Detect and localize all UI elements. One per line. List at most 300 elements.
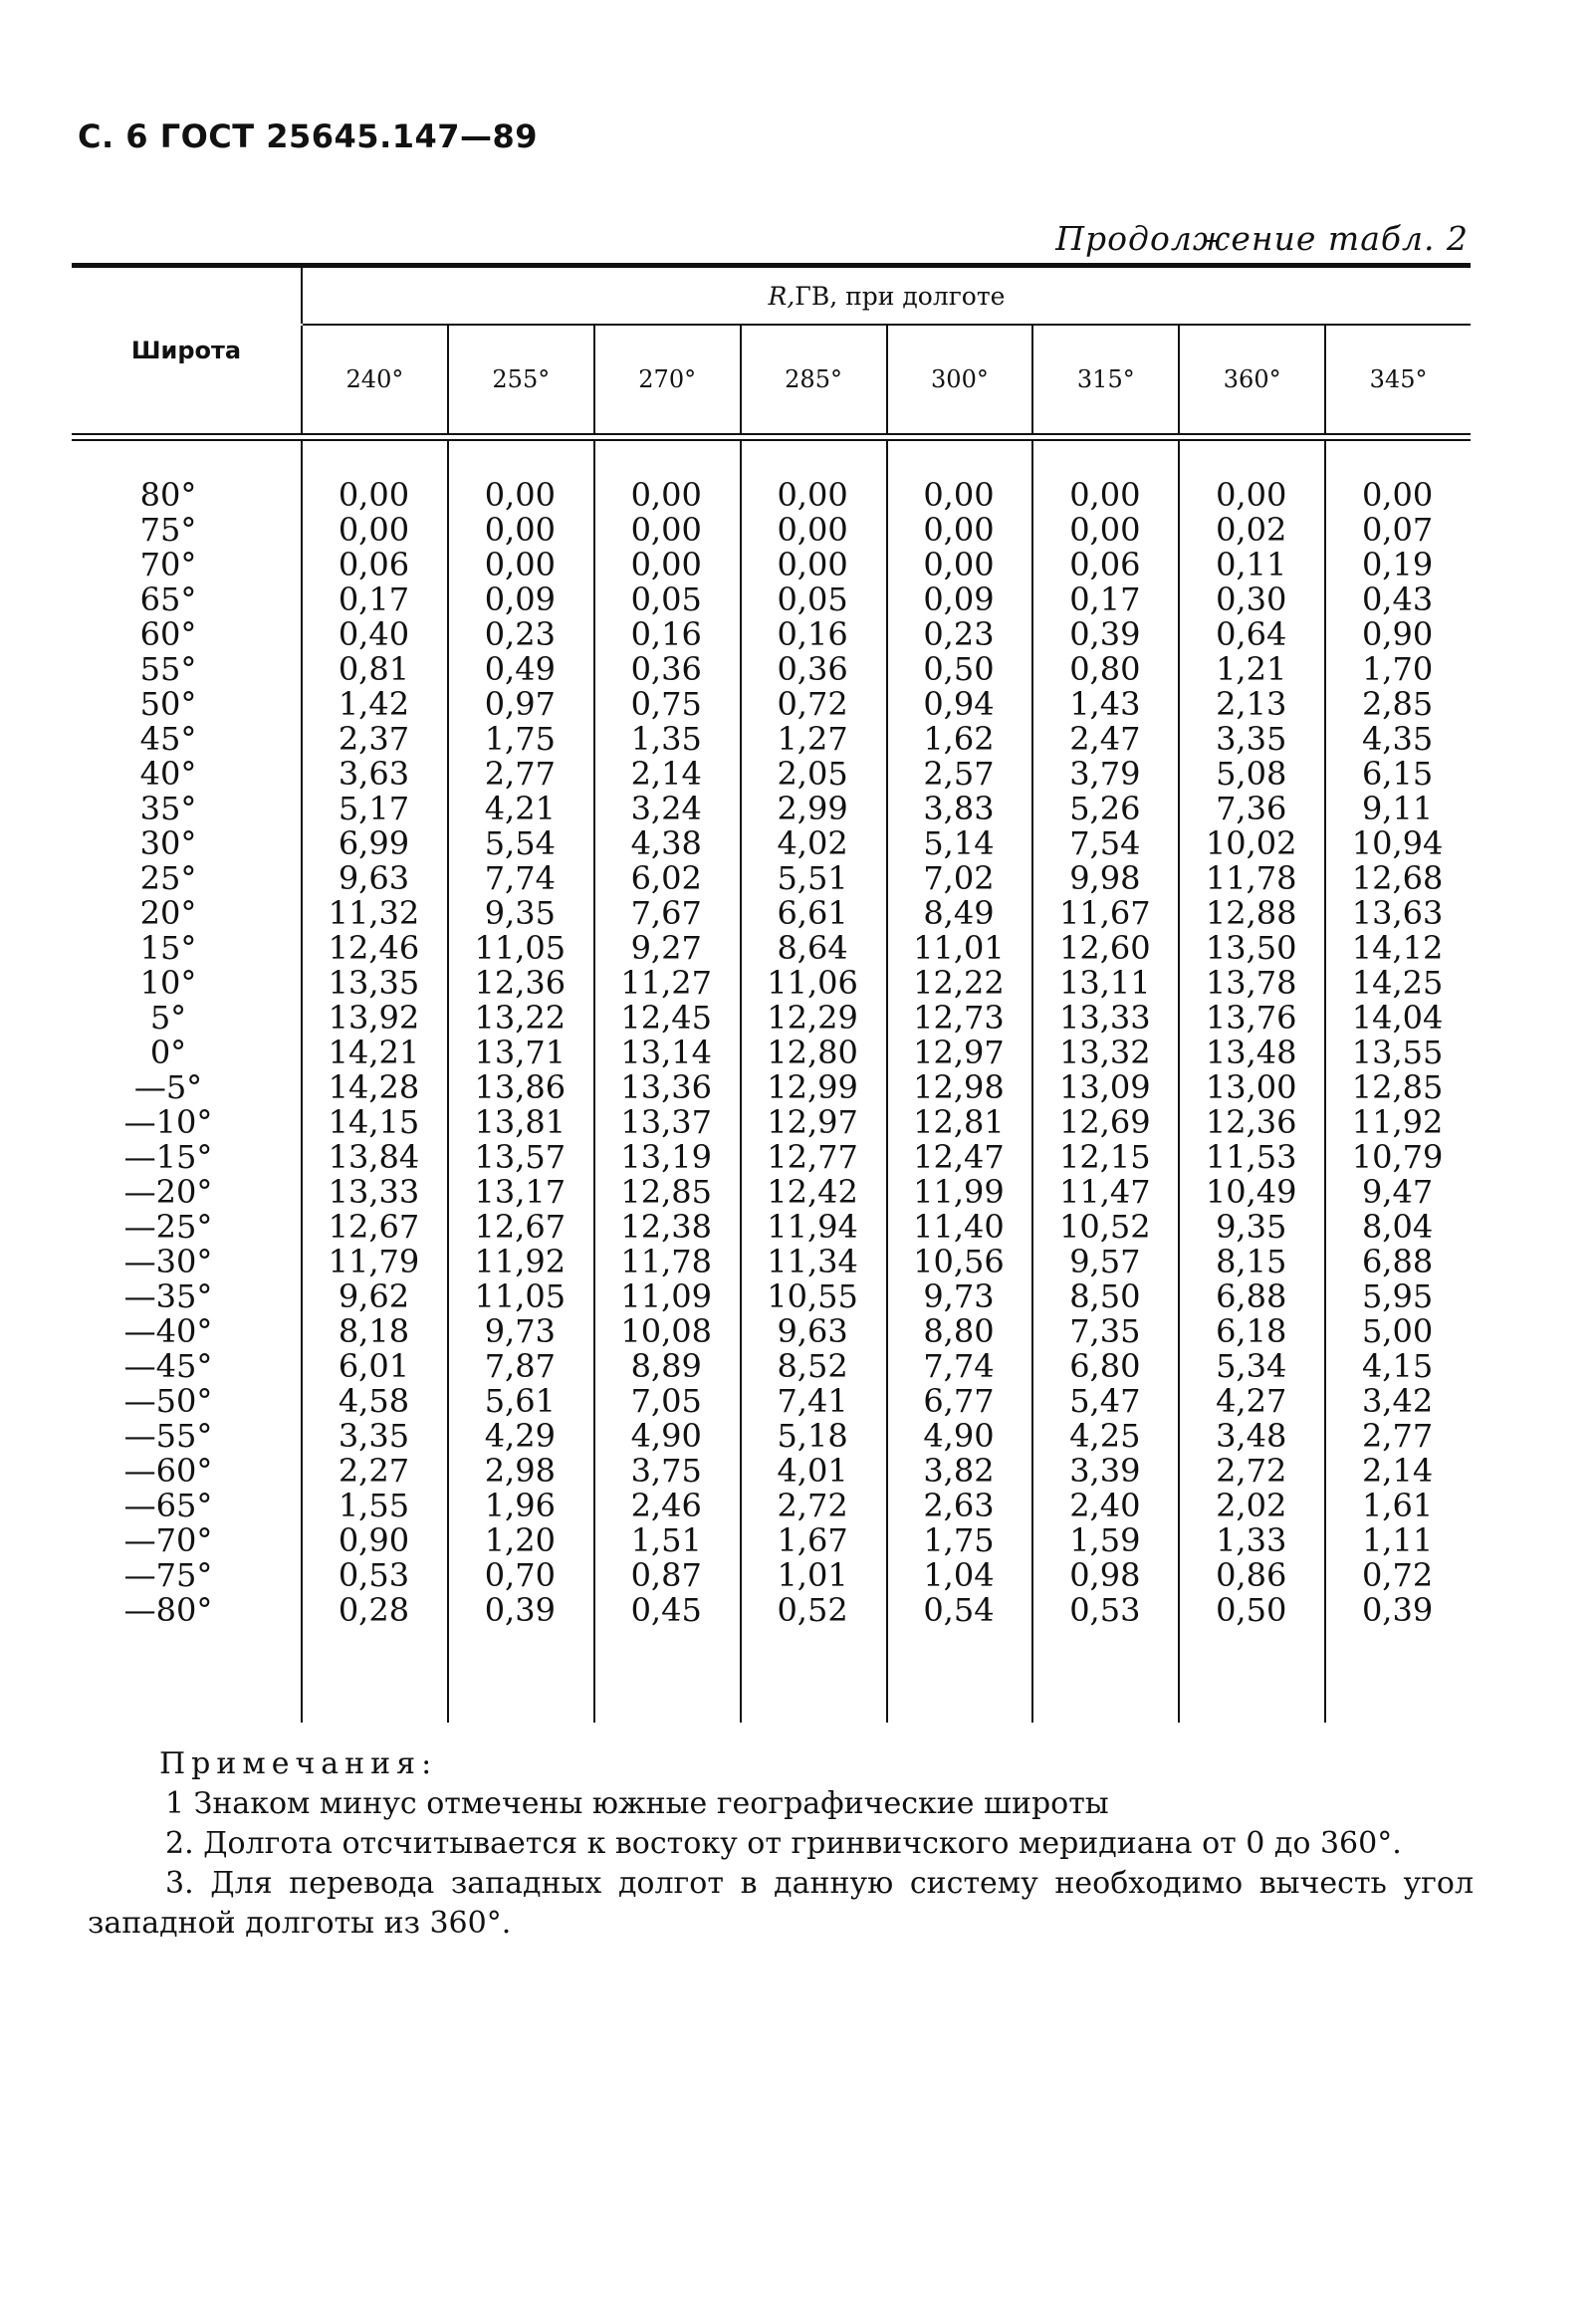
rigidity-value-cell: 7,36 (1216, 789, 1287, 827)
value-cells (301, 1138, 1471, 1176)
rigidity-value-cell: 0,39 (1361, 1590, 1434, 1629)
rigidity-value-cell: 10,49 (1205, 1172, 1297, 1211)
latitude-cell: 10° (139, 963, 197, 1002)
rigidity-value-cell: 0,00 (630, 475, 702, 514)
rigidity-value-cell: 10,94 (1351, 823, 1444, 862)
rigidity-value-cell: 13,55 (1351, 1033, 1444, 1071)
table-row (72, 895, 1471, 930)
rigidity-value-cell: 0,49 (484, 649, 556, 688)
rigidity-value-cell: 4,25 (1069, 1416, 1141, 1455)
rigidity-value-cell: 11,78 (1205, 858, 1297, 897)
rigidity-value-cell: 7,74 (923, 1346, 995, 1385)
rigidity-value-cell: 5,18 (777, 1416, 848, 1455)
rigidity-value-cell: 8,50 (1069, 1276, 1141, 1315)
rigidity-value-cell: 0,50 (923, 649, 995, 688)
rigidity-value-cell: 0,00 (923, 475, 995, 514)
note-1: 1 Знаком минус отмечены южные географические широты (165, 1786, 1109, 1821)
table-row (72, 1035, 1471, 1069)
rigidity-value-cell: 6,18 (1216, 1311, 1287, 1350)
table-row (72, 616, 1471, 651)
rigidity-value-cell: 0,64 (1216, 614, 1287, 653)
rigidity-value-cell: 7,02 (923, 858, 995, 897)
rigidity-value-cell: 5,08 (1216, 754, 1287, 793)
data-table (72, 263, 1471, 1723)
rigidity-value-cell: 10,55 (767, 1276, 858, 1315)
rigidity-value-cell: 8,04 (1361, 1207, 1434, 1246)
rigidity-value-cell: 3,42 (1361, 1381, 1434, 1420)
rigidity-value-cell: 12,73 (913, 998, 1005, 1037)
rigidity-value-cell: 0,00 (484, 545, 556, 583)
rigidity-value-cell: 0,05 (777, 579, 848, 618)
rigidity-value-cell: 11,40 (913, 1207, 1005, 1246)
rigidity-value-cell: 4,29 (484, 1416, 556, 1455)
rigidity-value-cell: 12,85 (1351, 1067, 1444, 1106)
rigidity-value-cell: 10,08 (620, 1311, 712, 1350)
rigidity-value-cell: 0,00 (338, 510, 410, 549)
rigidity-value-cell: 2,05 (777, 754, 848, 793)
value-cells (301, 1452, 1471, 1490)
rigidity-value-cell: 1,11 (1361, 1520, 1434, 1559)
longitude-header: 300° (886, 326, 1032, 433)
value-cells (301, 1068, 1471, 1106)
rigidity-value-cell: 8,15 (1216, 1242, 1287, 1280)
rigidity-value-cell: 11,32 (328, 893, 420, 932)
rigidity-value-cell: 0,23 (923, 614, 995, 653)
latitude-cell: 40° (139, 754, 197, 793)
latitude-cell: —10° (123, 1102, 213, 1141)
notes-section (88, 1744, 1474, 1944)
latitude-cell: —25° (123, 1207, 213, 1246)
rigidity-value-cell: 0,53 (1069, 1590, 1141, 1629)
page-header: С. 6 ГОСТ 25645.147—89 (78, 117, 539, 155)
rigidity-value-cell: 1,51 (630, 1520, 702, 1559)
rigidity-value-cell: 5,54 (484, 823, 556, 862)
rigidity-value-cell: 2,99 (777, 789, 848, 827)
rigidity-value-cell: 13,19 (620, 1137, 712, 1176)
rigidity-value-cell: 1,59 (1069, 1520, 1141, 1559)
latitude-cell: —30° (123, 1242, 213, 1280)
rigidity-value-cell: 6,02 (630, 858, 702, 897)
note-2: 2. Долгота отсчитывается к востоку от гринвичского меридиана от 0 до 360°. (165, 1826, 1402, 1861)
rigidity-value-cell: 9,57 (1069, 1242, 1141, 1280)
longitude-header: 270° (593, 326, 740, 433)
rigidity-value-cell: 0,00 (484, 475, 556, 514)
table-row (72, 686, 1471, 721)
rigidity-value-cell: 0,36 (777, 649, 848, 688)
rigidity-value-cell: 11,34 (767, 1242, 858, 1280)
value-cells (301, 1208, 1471, 1246)
rigidity-value-cell: 11,67 (1059, 893, 1151, 932)
latitude-cell: 75° (139, 510, 197, 549)
latitude-cell: 25° (139, 858, 197, 897)
rigidity-value-cell: 0,70 (484, 1555, 556, 1594)
rigidity-value-cell: 0,28 (338, 1590, 410, 1629)
latitude-cell: —60° (123, 1451, 213, 1490)
value-cells (301, 1417, 1471, 1455)
rigidity-value-cell: 4,58 (338, 1381, 410, 1420)
rigidity-value-cell: 11,92 (1351, 1102, 1444, 1141)
rigidity-value-cell: 6,15 (1361, 754, 1434, 793)
rigidity-value-cell: 5,17 (338, 789, 410, 827)
latitude-cell: —35° (123, 1276, 213, 1315)
rigidity-value-cell: 3,24 (630, 789, 702, 827)
rigidity-value-cell: 2,46 (630, 1486, 702, 1524)
header-double-rule (72, 433, 1471, 441)
rigidity-value-cell: 2,72 (777, 1486, 848, 1524)
rigidity-value-cell: 11,27 (620, 963, 712, 1002)
rigidity-value-cell: 9,73 (923, 1276, 995, 1315)
rigidity-value-cell: 2,57 (923, 754, 995, 793)
table-continuation-label: Продолжение табл. 2 (1055, 219, 1469, 258)
rigidity-value-cell: 3,39 (1069, 1451, 1141, 1490)
rigidity-value-cell: 3,75 (630, 1451, 702, 1490)
rigidity-value-cell: 4,27 (1216, 1381, 1287, 1420)
latitude-cell: 70° (139, 545, 197, 583)
rigidity-value-cell: 13,81 (474, 1102, 567, 1141)
rigidity-value-cell: 10,56 (913, 1242, 1005, 1280)
rigidity-value-cell: 13,37 (620, 1102, 712, 1141)
value-cells (301, 1591, 1471, 1629)
rigidity-value-cell: 0,98 (1069, 1555, 1141, 1594)
rigidity-value-cell: 5,34 (1216, 1346, 1287, 1385)
rigidity-value-cell: 8,52 (777, 1346, 848, 1385)
rigidity-value-cell: 1,75 (484, 719, 556, 758)
rigidity-value-cell: 1,75 (923, 1520, 995, 1559)
latitude-cell: 30° (139, 823, 197, 862)
value-cells (301, 650, 1471, 688)
rigidity-value-cell: 4,15 (1361, 1346, 1434, 1385)
rigidity-value-cell: 4,90 (630, 1416, 702, 1455)
rigidity-value-cell: 11,92 (474, 1242, 567, 1280)
rigidity-value-cell: 13,32 (1059, 1033, 1151, 1071)
rigidity-value-cell: 1,43 (1069, 684, 1141, 723)
rigidity-value-cell: 2,47 (1069, 719, 1141, 758)
latitude-cell: —50° (123, 1381, 213, 1420)
rigidity-value-cell: 0,06 (338, 545, 410, 583)
rigidity-value-cell: 9,62 (338, 1276, 410, 1315)
rigidity-value-cell: 4,35 (1361, 719, 1434, 758)
latitude-cell: 20° (139, 893, 197, 932)
rigidity-value-cell: 1,20 (484, 1520, 556, 1559)
rigidity-value-cell: 9,73 (484, 1311, 556, 1350)
rigidity-value-cell: 7,54 (1069, 823, 1141, 862)
rigidity-value-cell: 3,82 (923, 1451, 995, 1490)
rigidity-value-cell: 1,33 (1216, 1520, 1287, 1559)
rigidity-value-cell: 12,88 (1205, 893, 1297, 932)
longitude-headers (301, 326, 1471, 433)
rigidity-value-cell: 13,78 (1205, 963, 1297, 1002)
rigidity-value-cell: 12,80 (767, 1033, 858, 1071)
rigidity-value-cell: 0,94 (923, 684, 995, 723)
rigidity-header-text: ГВ, при долготе (795, 281, 1006, 311)
rigidity-value-cell: 0,90 (1361, 614, 1434, 653)
rigidity-value-cell: 12,69 (1059, 1102, 1151, 1141)
rigidity-value-cell: 14,04 (1351, 998, 1444, 1037)
rigidity-value-cell: 14,21 (328, 1033, 420, 1071)
rigidity-value-cell: 6,88 (1216, 1276, 1287, 1315)
rigidity-value-cell: 0,81 (338, 649, 410, 688)
value-cells (301, 1312, 1471, 1350)
table-row (72, 1488, 1471, 1522)
latitude-cell: 60° (139, 614, 197, 653)
rigidity-value-cell: 6,80 (1069, 1346, 1141, 1385)
table-row (72, 512, 1471, 547)
table-header (72, 268, 1471, 433)
rigidity-value-cell: 0,02 (1216, 510, 1287, 549)
rigidity-value-cell: 12,99 (767, 1067, 858, 1106)
rigidity-group-header (301, 268, 1471, 324)
value-cells (301, 1243, 1471, 1280)
rigidity-value-cell: 0,75 (630, 684, 702, 723)
rigidity-value-cell: 1,04 (923, 1555, 995, 1594)
rigidity-value-cell: 9,98 (1069, 858, 1141, 897)
rigidity-value-cell: 5,47 (1069, 1381, 1141, 1420)
table-row (72, 1069, 1471, 1104)
latitude-cell: —75° (123, 1555, 213, 1594)
rigidity-value-cell: 0,00 (1069, 510, 1141, 549)
rigidity-value-cell: 14,25 (1351, 963, 1444, 1002)
latitude-header: Широта (130, 337, 242, 364)
rigidity-value-cell: 10,52 (1059, 1207, 1151, 1246)
rigidity-value-cell: 13,71 (474, 1033, 567, 1071)
latitude-cell: 45° (139, 719, 197, 758)
rigidity-value-cell: 9,35 (484, 893, 556, 932)
rigidity-value-cell: 8,80 (923, 1311, 995, 1350)
value-cells (301, 1034, 1471, 1071)
latitude-cell: —5° (133, 1067, 203, 1106)
rigidity-value-cell: 0,30 (1216, 579, 1287, 618)
value-cells (301, 1173, 1471, 1211)
rigidity-value-cell: 3,35 (1216, 719, 1287, 758)
rigidity-value-cell: 3,35 (338, 1416, 410, 1455)
rigidity-value-cell: 0,97 (484, 684, 556, 723)
rigidity-value-cell: 1,42 (338, 684, 410, 723)
rigidity-value-cell: 0,00 (1216, 475, 1287, 514)
rigidity-value-cell: 0,16 (630, 614, 702, 653)
rigidity-value-cell: 11,01 (913, 928, 1005, 967)
rigidity-value-cell: 14,15 (328, 1102, 420, 1141)
rigidity-value-cell: 0,40 (338, 614, 410, 653)
rigidity-value-cell: 13,35 (328, 963, 420, 1002)
rigidity-value-cell: 7,87 (484, 1346, 556, 1385)
rigidity-value-cell: 13,17 (474, 1172, 567, 1211)
rigidity-value-cell: 7,74 (484, 858, 556, 897)
rigidity-value-cell: 9,63 (338, 858, 410, 897)
rigidity-value-cell: 0,00 (484, 510, 556, 549)
rigidity-value-cell: 0,53 (338, 1555, 410, 1594)
table-row (72, 1453, 1471, 1488)
rigidity-value-cell: 10,02 (1205, 823, 1297, 862)
latitude-cell: —45° (123, 1346, 213, 1385)
rigidity-value-cell: 10,79 (1351, 1137, 1444, 1176)
table-row (72, 547, 1471, 581)
rigidity-value-cell: 1,35 (630, 719, 702, 758)
rigidity-value-cell: 4,38 (630, 823, 702, 862)
latitude-cell: 55° (139, 649, 197, 688)
rigidity-value-cell: 13,84 (328, 1137, 420, 1176)
rigidity-value-cell: 2,98 (484, 1451, 556, 1490)
rigidity-value-cell: 0,00 (777, 510, 848, 549)
rigidity-value-cell: 5,61 (484, 1381, 556, 1420)
rigidity-value-cell: 3,83 (923, 789, 995, 827)
rigidity-value-cell: 12,77 (767, 1137, 858, 1176)
longitude-header: 240° (301, 326, 447, 433)
table-row (72, 651, 1471, 686)
latitude-cell: —20° (123, 1172, 213, 1211)
rigidity-value-cell: 12,60 (1059, 928, 1151, 967)
rigidity-value-cell: 12,15 (1059, 1137, 1151, 1176)
rigidity-value-cell: 0,05 (630, 579, 702, 618)
latitude-cell: 5° (149, 998, 187, 1037)
rigidity-value-cell: 0,23 (484, 614, 556, 653)
rigidity-value-cell: 11,78 (620, 1242, 712, 1280)
rigidity-value-cell: 5,26 (1069, 789, 1141, 827)
rigidity-value-cell: 13,14 (620, 1033, 712, 1071)
rigidity-value-cell: 0,90 (338, 1520, 410, 1559)
value-cells (301, 511, 1471, 549)
rigidity-value-cell: 13,76 (1205, 998, 1297, 1037)
rigidity-value-cell: 13,57 (474, 1137, 567, 1176)
rigidity-value-cell: 0,00 (630, 510, 702, 549)
value-cells (301, 1277, 1471, 1315)
rigidity-value-cell: 0,17 (338, 579, 410, 618)
rigidity-value-cell: 1,21 (1216, 649, 1287, 688)
table-row (72, 1522, 1471, 1557)
rigidity-value-cell: 12,97 (767, 1102, 858, 1141)
rigidity-value-cell: 12,36 (1205, 1102, 1297, 1141)
rigidity-value-cell: 5,14 (923, 823, 995, 862)
rigidity-value-cell: 12,22 (913, 963, 1005, 1002)
rigidity-value-cell: 7,35 (1069, 1311, 1141, 1350)
rigidity-value-cell: 11,47 (1059, 1172, 1151, 1211)
rigidity-value-cell: 13,36 (620, 1067, 712, 1106)
latitude-cell: —65° (123, 1486, 213, 1524)
rigidity-value-cell: 13,22 (474, 998, 567, 1037)
table-row (72, 1104, 1471, 1139)
table-row (72, 1418, 1471, 1453)
latitude-cell: —40° (123, 1311, 213, 1350)
latitude-cell: 0° (149, 1033, 187, 1071)
rigidity-value-cell: 12,97 (913, 1033, 1005, 1071)
rigidity-value-cell: 0,09 (923, 579, 995, 618)
table-row (72, 965, 1471, 1000)
rigidity-value-cell: 7,41 (777, 1381, 848, 1420)
latitude-cell: 15° (139, 928, 197, 967)
value-cells (301, 824, 1471, 862)
rigidity-value-cell: 11,79 (328, 1242, 420, 1280)
rigidity-value-cell: 13,33 (1059, 998, 1151, 1037)
rigidity-value-cell: 0,43 (1361, 579, 1434, 618)
value-cells (301, 999, 1471, 1037)
table-row (72, 756, 1471, 791)
table-row (72, 477, 1471, 512)
rigidity-value-cell: 1,96 (484, 1486, 556, 1524)
longitude-header: 285° (740, 326, 886, 433)
rigidity-value-cell: 13,00 (1205, 1067, 1297, 1106)
rigidity-value-cell: 5,95 (1361, 1276, 1434, 1315)
rigidity-value-cell: 0,80 (1069, 649, 1141, 688)
rigidity-value-cell: 1,61 (1361, 1486, 1434, 1524)
table-row (72, 1383, 1471, 1418)
rigidity-value-cell: 11,99 (913, 1172, 1005, 1211)
rigidity-value-cell: 0,86 (1216, 1555, 1287, 1594)
rigidity-value-cell: 8,89 (630, 1346, 702, 1385)
rigidity-value-cell: 2,85 (1361, 684, 1434, 723)
rigidity-value-cell: 2,63 (923, 1486, 995, 1524)
rigidity-value-cell: 12,36 (474, 963, 567, 1002)
rigidity-value-cell: 11,53 (1205, 1137, 1297, 1176)
table-row (72, 1244, 1471, 1278)
rigidity-value-cell: 2,77 (1361, 1416, 1434, 1455)
rigidity-value-cell: 4,21 (484, 789, 556, 827)
table-row (72, 1174, 1471, 1209)
rigidity-value-cell: 1,62 (923, 719, 995, 758)
rigidity-value-cell: 0,00 (777, 545, 848, 583)
rigidity-value-cell: 11,06 (767, 963, 858, 1002)
latitude-cell: 35° (139, 789, 197, 827)
rigidity-value-cell: 2,02 (1216, 1486, 1287, 1524)
rigidity-value-cell: 8,64 (777, 928, 848, 967)
rigidity-value-cell: 12,45 (620, 998, 712, 1037)
rigidity-value-cell: 9,63 (777, 1311, 848, 1350)
rigidity-value-cell: 5,51 (777, 858, 848, 897)
rigidity-value-cell: 0,50 (1216, 1590, 1287, 1629)
table-rows (72, 477, 1471, 1627)
value-cells (301, 1556, 1471, 1594)
value-cells (301, 1487, 1471, 1524)
rigidity-value-cell: 1,55 (338, 1486, 410, 1524)
rigidity-value-cell: 0,72 (1361, 1555, 1434, 1594)
latitude-cell: 80° (139, 475, 197, 514)
latitude-cell: —70° (123, 1520, 213, 1559)
rigidity-value-cell: 11,09 (620, 1276, 712, 1315)
table-row (72, 860, 1471, 895)
rigidity-value-cell: 12,81 (913, 1102, 1005, 1141)
rigidity-value-cell: 9,35 (1216, 1207, 1287, 1246)
value-cells (301, 859, 1471, 897)
rigidity-value-cell: 13,11 (1059, 963, 1151, 1002)
rigidity-value-cell: 12,42 (767, 1172, 858, 1211)
rigidity-value-cell: 12,67 (474, 1207, 567, 1246)
latitude-cell: 65° (139, 579, 197, 618)
rigidity-value-cell: 13,33 (328, 1172, 420, 1211)
rigidity-value-cell: 12,67 (328, 1207, 420, 1246)
rigidity-value-cell: 0,54 (923, 1590, 995, 1629)
rigidity-value-cell: 1,27 (777, 719, 848, 758)
rigidity-value-cell: 6,61 (777, 893, 848, 932)
value-cells (301, 1521, 1471, 1559)
rigidity-value-cell: 12,68 (1351, 858, 1444, 897)
rigidity-value-cell: 2,13 (1216, 684, 1287, 723)
rigidity-value-cell: 8,49 (923, 893, 995, 932)
value-cells (301, 964, 1471, 1002)
rigidity-value-cell: 0,00 (1361, 475, 1434, 514)
rigidity-value-cell: 13,09 (1059, 1067, 1151, 1106)
rigidity-value-cell: 9,11 (1361, 789, 1434, 827)
rigidity-value-cell: 6,99 (338, 823, 410, 862)
table-row (72, 1557, 1471, 1592)
rigidity-value-cell: 13,48 (1205, 1033, 1297, 1071)
table-body (72, 441, 1471, 1723)
rigidity-value-cell: 11,94 (767, 1207, 858, 1246)
rigidity-value-cell: 0,00 (630, 545, 702, 583)
table-row (72, 825, 1471, 860)
rigidity-value-cell: 1,01 (777, 1555, 848, 1594)
rigidity-value-cell: 12,47 (913, 1137, 1005, 1176)
rigidity-value-cell: 0,39 (484, 1590, 556, 1629)
rigidity-value-cell: 12,85 (620, 1172, 712, 1211)
rigidity-value-cell: 1,70 (1361, 649, 1434, 688)
